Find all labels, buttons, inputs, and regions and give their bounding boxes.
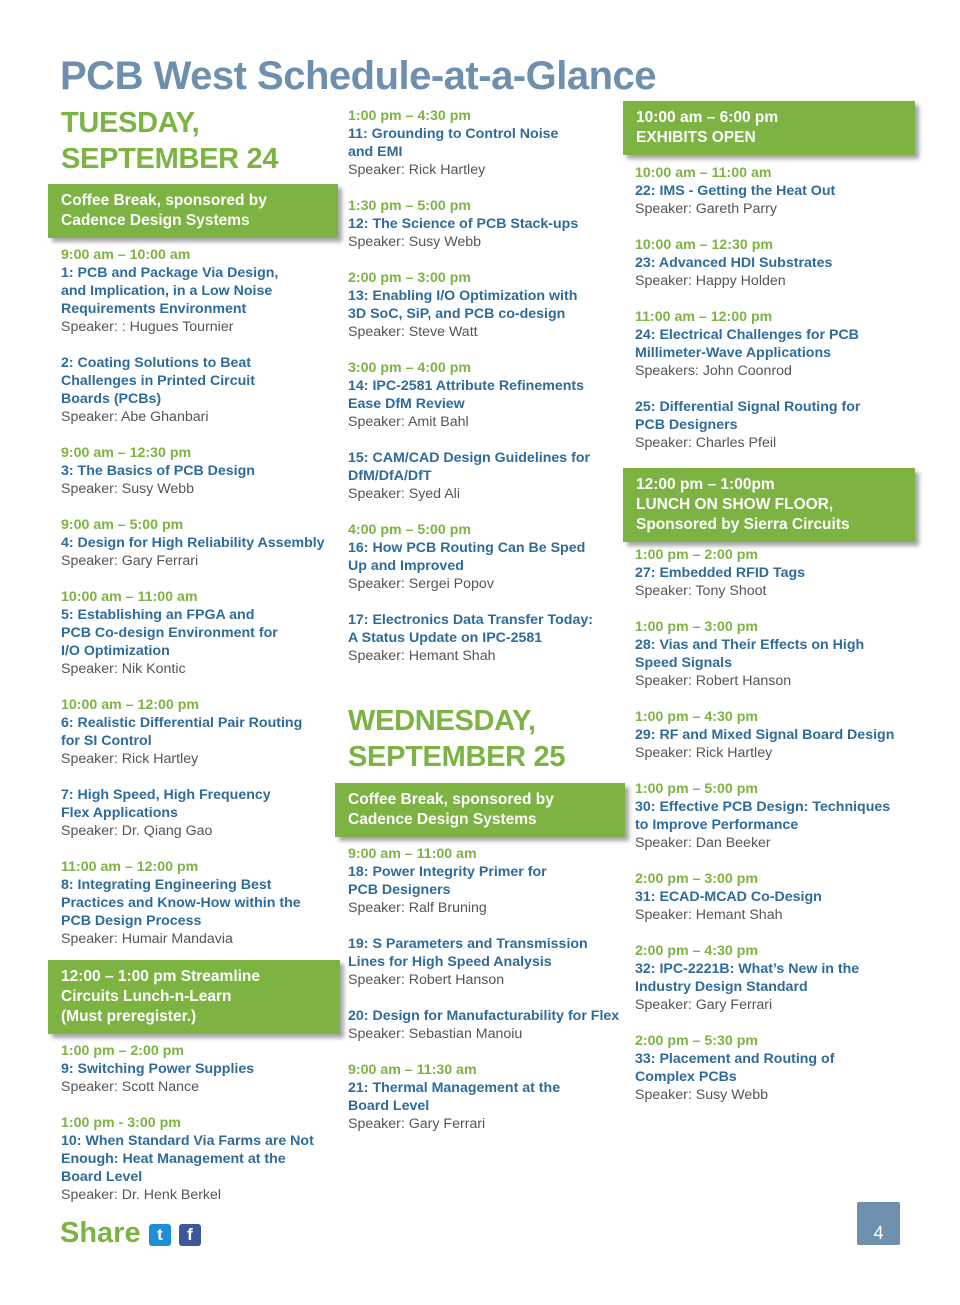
schedule-item [61, 246, 336, 336]
session-title: 1: PCB and Package Via Design, [61, 265, 279, 281]
session-time: 4:00 pm – 5:00 pm [348, 522, 472, 538]
session-speaker: Speaker: Robert Hanson [348, 972, 505, 988]
session-speaker: Speaker: Susy Webb [348, 234, 482, 250]
session-title: 7: High Speed, High Frequency [61, 787, 271, 803]
session-time: 10:00 am – 11:00 am [635, 165, 772, 181]
session-time: 1:00 pm – 2:00 pm [61, 1043, 185, 1059]
banner-line: 10:00 am – 6:00 pm [636, 109, 779, 126]
session-title: to Improve Performance [635, 817, 799, 833]
tuesday-line2: SEPTEMBER 24 [61, 143, 279, 175]
session-title: 20: Design for Manufacturability for Flex [348, 1008, 620, 1024]
page-number: 4 [857, 1202, 900, 1245]
session-speaker: Speaker: Happy Holden [635, 273, 786, 289]
session-speaker: Speaker: Susy Webb [61, 481, 195, 497]
session-title: 19: S Parameters and Transmission [348, 936, 588, 952]
schedule-item [61, 786, 336, 840]
schedule-item [348, 845, 623, 917]
facebook-icon[interactable]: f [179, 1224, 201, 1246]
session-title: PCB Designers [635, 417, 738, 433]
schedule-item [635, 236, 910, 290]
session-time: 9:00 am – 11:30 am [348, 1062, 477, 1078]
session-title: PCB Co-design Environment for [61, 625, 278, 641]
session-time: 10:00 am – 12:30 pm [635, 237, 774, 253]
session-title: 21: Thermal Management at the [348, 1080, 561, 1096]
session-title: 15: CAM/CAD Design Guidelines for [348, 450, 591, 466]
schedule-item [635, 1032, 910, 1104]
session-title: 5: Establishing an FPGA and [61, 607, 255, 623]
session-speaker: Speaker: Sebastian Manoiu [348, 1026, 523, 1042]
session-speaker: Speaker: Susy Webb [635, 1087, 769, 1103]
session-time: 2:00 pm – 3:00 pm [348, 270, 472, 286]
session-title: 9: Switching Power Supplies [61, 1061, 255, 1077]
session-time: 2:00 pm – 4:30 pm [635, 943, 759, 959]
session-title: Millimeter-Wave Applications [635, 345, 832, 361]
session-title: A Status Update on IPC-2581 [348, 630, 543, 646]
schedule-item [348, 935, 623, 989]
session-title: Ease DfM Review [348, 396, 465, 412]
session-time: 1:00 pm – 4:30 pm [348, 108, 472, 124]
schedule-item [635, 780, 910, 852]
page-title: PCB West Schedule-at-a-Glance [60, 54, 657, 98]
share-label: Share [60, 1217, 141, 1249]
session-speaker: Speaker: Scott Nance [61, 1079, 200, 1095]
session-title: 3D SoC, SiP, and PCB co-design [348, 306, 566, 322]
session-speaker: Speaker: Humair Mandavia [61, 931, 233, 947]
session-title: DfM/DfA/DfT [348, 468, 432, 484]
session-title: 17: Electronics Data Transfer Today: [348, 612, 593, 628]
session-title: 14: IPC-2581 Attribute Refinements [348, 378, 584, 394]
schedule-item [348, 611, 623, 665]
session-time: 9:00 am – 11:00 am [348, 846, 477, 862]
session-title: and Implication, in a Low Noise [61, 283, 273, 299]
session-speaker: Speaker: Ralf Bruning [348, 900, 487, 916]
schedule-item [635, 618, 910, 690]
session-speaker: Speaker: Dan Beeker [635, 835, 771, 851]
session-speaker: Speaker: Charles Pfeil [635, 435, 777, 451]
banner-line: 12:00 – 1:00 pm Streamline [61, 968, 261, 985]
schedule-item [61, 696, 336, 768]
session-title: Board Level [61, 1169, 143, 1185]
session-speaker: Speaker: Hemant Shah [635, 907, 783, 923]
schedule-item [61, 1114, 336, 1204]
session-title: 23: Advanced HDI Substrates [635, 255, 833, 271]
session-title: 2: Coating Solutions to Beat [61, 355, 251, 371]
session-speaker: Speaker: Hemant Shah [348, 648, 496, 664]
session-title: Up and Improved [348, 558, 464, 574]
schedule-item [61, 858, 336, 948]
banner-line: (Must preregister.) [61, 1008, 197, 1025]
session-title: I/O Optimization [61, 643, 170, 659]
twitter-icon[interactable]: t [149, 1224, 171, 1246]
session-speaker: Speaker: Rick Hartley [61, 751, 199, 767]
session-speaker: Speaker: : Hugues Tournier [61, 319, 234, 335]
session-speaker: Speaker: Abe Ghanbari [61, 409, 209, 425]
schedule-item [61, 1042, 336, 1096]
session-speaker: Speaker: Steve Watt [348, 324, 478, 340]
banner-line: Cadence Design Systems [348, 811, 537, 828]
schedule-item [61, 516, 336, 570]
session-time: 1:00 pm – 4:30 pm [635, 709, 759, 725]
session-speaker: Speaker: Gary Ferrari [61, 553, 199, 569]
banner-line: Circuits Lunch-n-Learn [61, 988, 232, 1005]
session-time: 2:00 pm – 5:30 pm [635, 1033, 759, 1049]
session-time: 9:00 am – 10:00 am [61, 247, 191, 263]
session-title: Challenges in Printed Circuit [61, 373, 255, 389]
session-title: 16: How PCB Routing Can Be Sped [348, 540, 586, 556]
banner-line: LUNCH ON SHOW FLOOR, [636, 496, 834, 513]
banner-coffee-tuesday [48, 184, 338, 238]
session-speaker: Speaker: Gareth Parry [635, 201, 777, 217]
session-time: 1:30 pm – 5:00 pm [348, 198, 472, 214]
session-time: 10:00 am – 11:00 am [61, 589, 198, 605]
session-time: 2:00 pm – 3:00 pm [635, 871, 759, 887]
session-title: PCB Design Process [61, 913, 202, 929]
session-title: 24: Electrical Challenges for PCB [635, 327, 859, 343]
schedule-item [635, 942, 910, 1014]
schedule-item [348, 1007, 623, 1043]
session-title: 30: Effective PCB Design: Techniques [635, 799, 891, 815]
wednesday-heading [348, 703, 565, 775]
session-speaker: Speaker: Gary Ferrari [348, 1116, 486, 1132]
session-title: Board Level [348, 1098, 430, 1114]
session-time: 1:00 pm – 2:00 pm [635, 547, 759, 563]
schedule-item [348, 359, 623, 431]
session-title: Enough: Heat Management at the [61, 1151, 286, 1167]
session-speaker: Speaker: Sergei Popov [348, 576, 494, 592]
session-title: for SI Control [61, 733, 152, 749]
wednesday-line1: WEDNESDAY, [348, 705, 536, 737]
tuesday-heading [61, 105, 278, 177]
session-title: Complex PCBs [635, 1069, 737, 1085]
banner-line: Cadence Design Systems [61, 212, 250, 229]
schedule-item [348, 449, 623, 503]
session-title: 12: The Science of PCB Stack-ups [348, 216, 579, 232]
session-title: 6: Realistic Differential Pair Routing [61, 715, 303, 731]
schedule-item [635, 164, 910, 218]
session-speaker: Speaker: Tony Shoot [635, 583, 767, 599]
banner-exhibits [623, 101, 915, 155]
schedule-item [348, 269, 623, 341]
session-time: 9:00 am – 5:00 pm [61, 517, 184, 533]
banner-line: Sponsored by Sierra Circuits [636, 516, 850, 533]
session-time: 10:00 am – 12:00 pm [61, 697, 200, 713]
schedule-item [348, 1061, 623, 1133]
session-title: 33: Placement and Routing of [635, 1051, 835, 1067]
session-speaker: Speaker: Dr. Qiang Gao [61, 823, 213, 839]
schedule-item [61, 444, 336, 498]
session-speaker: Speaker: Nik Kontic [61, 661, 186, 677]
session-title: Requirements Environment [61, 301, 247, 317]
session-speaker: Speaker: Robert Hanson [635, 673, 792, 689]
session-time: 11:00 am – 12:00 pm [635, 309, 773, 325]
session-title: Practices and Know-How within the [61, 895, 301, 911]
session-speaker: Speaker: Syed Ali [348, 486, 460, 502]
session-title: 3: The Basics of PCB Design [61, 463, 255, 479]
session-title: 4: Design for High Reliability Assembly [61, 535, 325, 551]
session-time: 1:00 pm – 5:00 pm [635, 781, 759, 797]
schedule-item [61, 588, 336, 678]
banner-line: Coffee Break, sponsored by [61, 192, 267, 209]
session-title: 11: Grounding to Control Noise [348, 126, 559, 142]
schedule-item [635, 870, 910, 924]
session-title: PCB Designers [348, 882, 451, 898]
session-time: 1:00 pm – 3:00 pm [635, 619, 759, 635]
session-speaker: Speaker: Rick Hartley [635, 745, 773, 761]
session-speaker: Speaker: Gary Ferrari [635, 997, 773, 1013]
session-title: 28: Vias and Their Effects on High [635, 637, 865, 653]
schedule-item [635, 708, 910, 762]
session-time: 1:00 pm - 3:00 pm [61, 1115, 181, 1131]
schedule-item [348, 521, 623, 593]
session-title: Boards (PCBs) [61, 391, 162, 407]
banner-line: 12:00 pm – 1:00pm [636, 476, 775, 493]
session-time: 11:00 am – 12:00 pm [61, 859, 199, 875]
schedule-item [348, 197, 623, 251]
session-title: 22: IMS - Getting the Heat Out [635, 183, 836, 199]
session-title: 10: When Standard Via Farms are Not [61, 1133, 314, 1149]
session-title: Flex Applications [61, 805, 178, 821]
session-title: and EMI [348, 144, 403, 160]
session-title: 8: Integrating Engineering Best [61, 877, 272, 893]
session-time: 9:00 am – 12:30 pm [61, 445, 192, 461]
session-title: 29: RF and Mixed Signal Board Design [635, 727, 895, 743]
session-title: 18: Power Integrity Primer for [348, 864, 547, 880]
session-time: 3:00 pm – 4:00 pm [348, 360, 472, 376]
banner-lunch-tuesday [48, 960, 340, 1034]
schedule-item [635, 546, 910, 600]
session-title: Speed Signals [635, 655, 732, 671]
session-title: 31: ECAD-MCAD Co-Design [635, 889, 822, 905]
wednesday-line2: SEPTEMBER 25 [348, 741, 566, 773]
session-title: Industry Design Standard [635, 979, 808, 995]
session-speaker: Speaker: Amit Bahl [348, 414, 469, 430]
schedule-item [348, 107, 623, 179]
tuesday-line1: TUESDAY, [61, 107, 200, 139]
session-title: Lines for High Speed Analysis [348, 954, 552, 970]
session-title: 25: Differential Signal Routing for [635, 399, 861, 415]
schedule-item [61, 354, 336, 426]
banner-line: Coffee Break, sponsored by [348, 791, 554, 808]
session-title: 32: IPC-2221B: What’s New in the [635, 961, 860, 977]
banner-lunch-wednesday [623, 468, 915, 542]
session-speaker: Speaker: Dr. Henk Berkel [61, 1187, 222, 1203]
banner-coffee-wednesday [335, 783, 625, 837]
session-title: 27: Embedded RFID Tags [635, 565, 806, 581]
schedule-item [635, 308, 910, 380]
schedule-item [635, 398, 910, 452]
banner-line: EXHIBITS OPEN [636, 129, 756, 146]
session-speaker: Speaker: Rick Hartley [348, 162, 486, 178]
session-title: 13: Enabling I/O Optimization with [348, 288, 578, 304]
session-speaker: Speakers: John Coonrod [635, 363, 792, 379]
